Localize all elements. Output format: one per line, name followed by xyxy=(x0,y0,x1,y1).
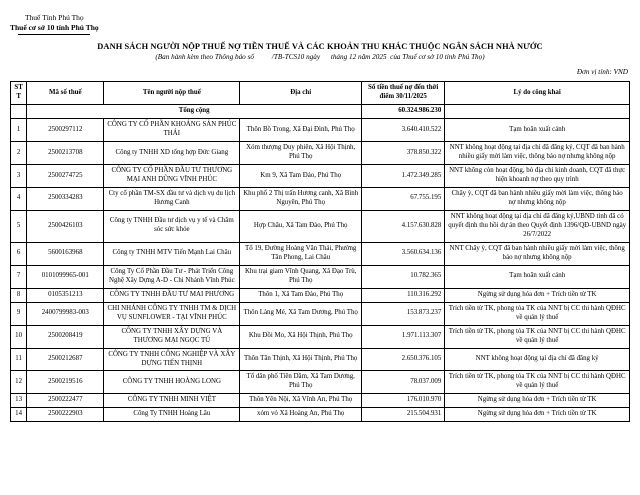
amount-cell: 215.504.931 xyxy=(362,408,445,422)
address-cell: Km 9, Xã Tam Đảo, Phú Thọ xyxy=(240,165,362,188)
tax-code-cell: 2500334283 xyxy=(27,187,104,210)
address-cell: Xóm thượng Duy phiên, Xã Hội Thịnh, Phú Thọ xyxy=(240,142,362,165)
stt-cell: 5 xyxy=(11,210,27,242)
stt-cell: 6 xyxy=(11,242,27,265)
tax-code-cell: 2500208419 xyxy=(27,325,104,348)
page-subtitle: (Ban hành kèm theo Thông báo số /TB-TCS10 ngày tháng 12 năm 2025 của Thuế cơ sở 10 tỉnh Phú Thọ) xyxy=(155,53,485,62)
stt-cell: 7 xyxy=(11,265,27,288)
column-header-3: Địa chỉ xyxy=(240,82,362,105)
reason-cell: Tạm hoãn xuất cảnh xyxy=(445,265,630,288)
company-name-cell: CÔNG TY TNHH ĐẦU TƯ MAI PHƯƠNG xyxy=(104,288,240,302)
amount-cell: 3.560.634.136 xyxy=(362,242,445,265)
address-cell: Khu Đồi Mo, Xã Hội Thịnh, Phú Thọ xyxy=(240,325,362,348)
tax-code-cell: 0105351213 xyxy=(27,288,104,302)
org-name: Thuế cơ sở 10 tỉnh Phú Thọ xyxy=(10,23,99,33)
company-name-cell: Cty cổ phần TM-SX đầu tư và dịch vụ du lịch Hương Canh xyxy=(104,187,240,210)
org-underline-rule xyxy=(18,34,90,35)
reason-cell: NNT không hoạt động tại địa chỉ đã đăng ký,UBND tỉnh đã có quyết định thu hồi dự án theo Quyết định 1396/QĐ-UBND ngày 26/7/2022 xyxy=(445,210,630,242)
tax-code-cell: 2500212687 xyxy=(27,348,104,371)
tax-code-cell: 2500222903 xyxy=(27,408,104,422)
address-cell: Khu trại giam Vĩnh Quang, Xã Đạo Trù, Phú Thọ xyxy=(240,265,362,288)
amount-cell: 110.316.292 xyxy=(362,288,445,302)
address-cell: Khu phố 2 Thị trấn Hương canh, Xã Bình Nguyên, Phú Thọ xyxy=(240,187,362,210)
address-cell: Thôn 1, Xã Tam Đảo, Phú Thọ xyxy=(240,288,362,302)
stt-cell: 12 xyxy=(11,371,27,394)
column-header-5: Lý do công khai xyxy=(445,82,630,105)
stt-cell: 1 xyxy=(11,119,27,142)
reason-cell: Ngừng sử dụng hóa đơn + Trích tiền từ TK xyxy=(445,394,630,408)
stt-cell: 4 xyxy=(11,187,27,210)
company-name-cell: CÔNG TY TNHH XÂY DỰNG VÀ THƯƠNG MẠI NGỌC TÚ xyxy=(104,325,240,348)
table-row xyxy=(11,394,630,408)
tax-code-cell: 0101099965-001 xyxy=(27,265,104,288)
total-amount-cell: 60.324.986.230 xyxy=(362,105,445,119)
reason-cell: Chây ỳ, CQT đã ban hành nhiều giấy mời làm việc, thông báo nợ nhưng không nộp xyxy=(445,187,630,210)
tax-code-cell: 5600163968 xyxy=(27,242,104,265)
company-name-cell: CÔNG TY CỔ PHẦN KHOÁNG SẢN PHÚC THÁI xyxy=(104,119,240,142)
amount-cell: 4.157.630.828 xyxy=(362,210,445,242)
tax-code-cell: 2500274725 xyxy=(27,165,104,188)
reason-cell: NNT không còn hoạt động, bỏ địa chỉ kinh doanh, CQT đã thực hiện khoanh nợ theo quy trình xyxy=(445,165,630,188)
stt-cell: 3 xyxy=(11,165,27,188)
amount-cell: 1.971.113.307 xyxy=(362,325,445,348)
tax-debt-table xyxy=(10,81,630,422)
total-stt-cell xyxy=(11,105,27,119)
company-name-cell: Công ty TNHH Đầu tư dịch vụ y tế và Chăm sóc sức khỏe xyxy=(104,210,240,242)
table-row xyxy=(11,302,630,325)
company-name-cell: CÔNG TY CỔ PHẦN ĐẦU TƯ THƯƠNG MẠI ANH DŨNG VĨNH PHÚC xyxy=(104,165,240,188)
table-row xyxy=(11,165,630,188)
tax-code-cell: 2500213708 xyxy=(27,142,104,165)
company-name-cell: Công Ty Cổ Phần Đầu Tư - Phát Triển Công Nghệ Xây Dựng A-D - Chi Nhánh Vĩnh Phúc xyxy=(104,265,240,288)
table-body xyxy=(11,119,630,422)
reason-cell: Trích tiền từ TK, phong tỏa TK của NNT bị CC thi hành QĐHC về quản lý thuế xyxy=(445,371,630,394)
reason-cell: Ngừng sử dụng hóa đơn + Trích tiền từ TK xyxy=(445,408,630,422)
table-row xyxy=(11,408,630,422)
stt-cell: 8 xyxy=(11,288,27,302)
amount-cell: 176.010.970 xyxy=(362,394,445,408)
stt-cell: 13 xyxy=(11,394,27,408)
company-name-cell: Công Ty TNHH Hoàng Lâu xyxy=(104,408,240,422)
reason-cell: NNT Chây ỳ, CQT đã ban hành nhiều giấy mời làm việc, thông báo nợ nhưng không nộp xyxy=(445,242,630,265)
table-row xyxy=(11,325,630,348)
address-cell: Tổ 19, Đường Hoàng Văn Thái, Phường Tân Phong, Lai Châu xyxy=(240,242,362,265)
address-cell: Thôn Bồ Trong, Xã Đại Đình, Phú Thọ xyxy=(240,119,362,142)
org-parent-name: Thuế Tỉnh Phú Thọ xyxy=(24,13,84,22)
total-reason-cell xyxy=(445,105,630,119)
stt-cell: 11 xyxy=(11,348,27,371)
company-name-cell: Công ty TNHH XD tổng hợp Đức Giang xyxy=(104,142,240,165)
reason-cell: NNT không hoạt động tại địa chỉ đã đăng ký, CQT đã ban hành nhiều giấy mời làm việc, thông báo nợ nhưng không nộp xyxy=(445,142,630,165)
table-row xyxy=(11,187,630,210)
table-row xyxy=(11,119,630,142)
company-name-cell: CHI NHÁNH CÔNG TY TNHH TM & DỊCH VỤ SUNFLOWER - TẠI VĨNH PHÚC xyxy=(104,302,240,325)
tax-code-cell: 2500219516 xyxy=(27,371,104,394)
table-row xyxy=(11,348,630,371)
reason-cell: NNT không hoạt động tại địa chỉ đã đăng ký xyxy=(445,348,630,371)
table-row xyxy=(11,288,630,302)
tax-code-cell: 2500426103 xyxy=(27,210,104,242)
address-cell: Hợp Châu, Xã Tam Đảo, Phú Thọ xyxy=(240,210,362,242)
amount-cell: 78.037.009 xyxy=(362,371,445,394)
stt-cell: 2 xyxy=(11,142,27,165)
currency-unit-label: Đơn vị tính: VND xyxy=(576,68,628,77)
reason-cell: Tạm hoãn xuất cảnh xyxy=(445,119,630,142)
total-label-cell: Tổng cộng xyxy=(27,105,362,119)
column-header-1: Mã số thuế xyxy=(27,82,104,105)
reason-cell: Trích tiền từ TK, phong tỏa TK của NNT bị CC thi hành QĐHC về quản lý thuế xyxy=(445,302,630,325)
tax-code-cell: 2500222477 xyxy=(27,394,104,408)
table-row xyxy=(11,265,630,288)
column-header-4: Số tiền thuế nợ đến thời điểm 30/11/2025 xyxy=(362,82,445,105)
address-cell: xóm vó Xã Hoàng An, Phú Thọ xyxy=(240,408,362,422)
table-row xyxy=(11,142,630,165)
company-name-cell: Công ty TNHH MTV Tiến Mạnh Lai Châu xyxy=(104,242,240,265)
table-row xyxy=(11,371,630,394)
issuing-org-block xyxy=(10,13,99,35)
tax-code-cell: 2500297112 xyxy=(27,119,104,142)
amount-cell: 3.640.410.522 xyxy=(362,119,445,142)
company-name-cell: CÔNG TY TNHH HOÀNG LONG xyxy=(104,371,240,394)
address-cell: Thôn Yên Nội, Xã Vĩnh An, Phú Thọ xyxy=(240,394,362,408)
reason-cell: Trích tiền từ TK, phong tỏa TK của NNT bị CC thi hành QĐHC về quản lý thuế xyxy=(445,325,630,348)
page-title: DANH SÁCH NGƯỜI NỘP THUẾ NỢ TIỀN THUẾ VÀ CÁC KHOẢN THU KHÁC THUỘC NGÂN SÁCH NHÀ NƯỚC xyxy=(97,42,543,52)
column-header-0: STT xyxy=(11,82,27,105)
total-row xyxy=(11,105,630,119)
amount-cell: 2.650.376.105 xyxy=(362,348,445,371)
stt-cell: 10 xyxy=(11,325,27,348)
column-header-2: Tên người nộp thuế xyxy=(104,82,240,105)
amount-cell: 153.873.237 xyxy=(362,302,445,325)
amount-cell: 10.782.365 xyxy=(362,265,445,288)
stt-cell: 9 xyxy=(11,302,27,325)
amount-cell: 67.755.195 xyxy=(362,187,445,210)
amount-cell: 378.850.322 xyxy=(362,142,445,165)
tax-code-cell: 2400799983-003 xyxy=(27,302,104,325)
table-row xyxy=(11,210,630,242)
address-cell: Thôn Làng Mé, Xã Tam Dương, Phú Thọ xyxy=(240,302,362,325)
address-cell: Tổ dân phố Tiên Dầm, Xã Tam Dương, Phú Thọ xyxy=(240,371,362,394)
table-header-row xyxy=(11,82,630,105)
address-cell: Thôn Tân Thịnh, Xã Hội Thịnh, Phú Thọ xyxy=(240,348,362,371)
company-name-cell: CÔNG TY TNHH CÔNG NGHIỆP VÀ XÂY DỰNG TIẾN THỊNH xyxy=(104,348,240,371)
reason-cell: Ngừng sử dụng hóa đơn + Trích tiền từ TK xyxy=(445,288,630,302)
amount-cell: 1.472.349.285 xyxy=(362,165,445,188)
table-row xyxy=(11,242,630,265)
stt-cell: 14 xyxy=(11,408,27,422)
company-name-cell: CÔNG TY TNHH MINH VIỆT xyxy=(104,394,240,408)
